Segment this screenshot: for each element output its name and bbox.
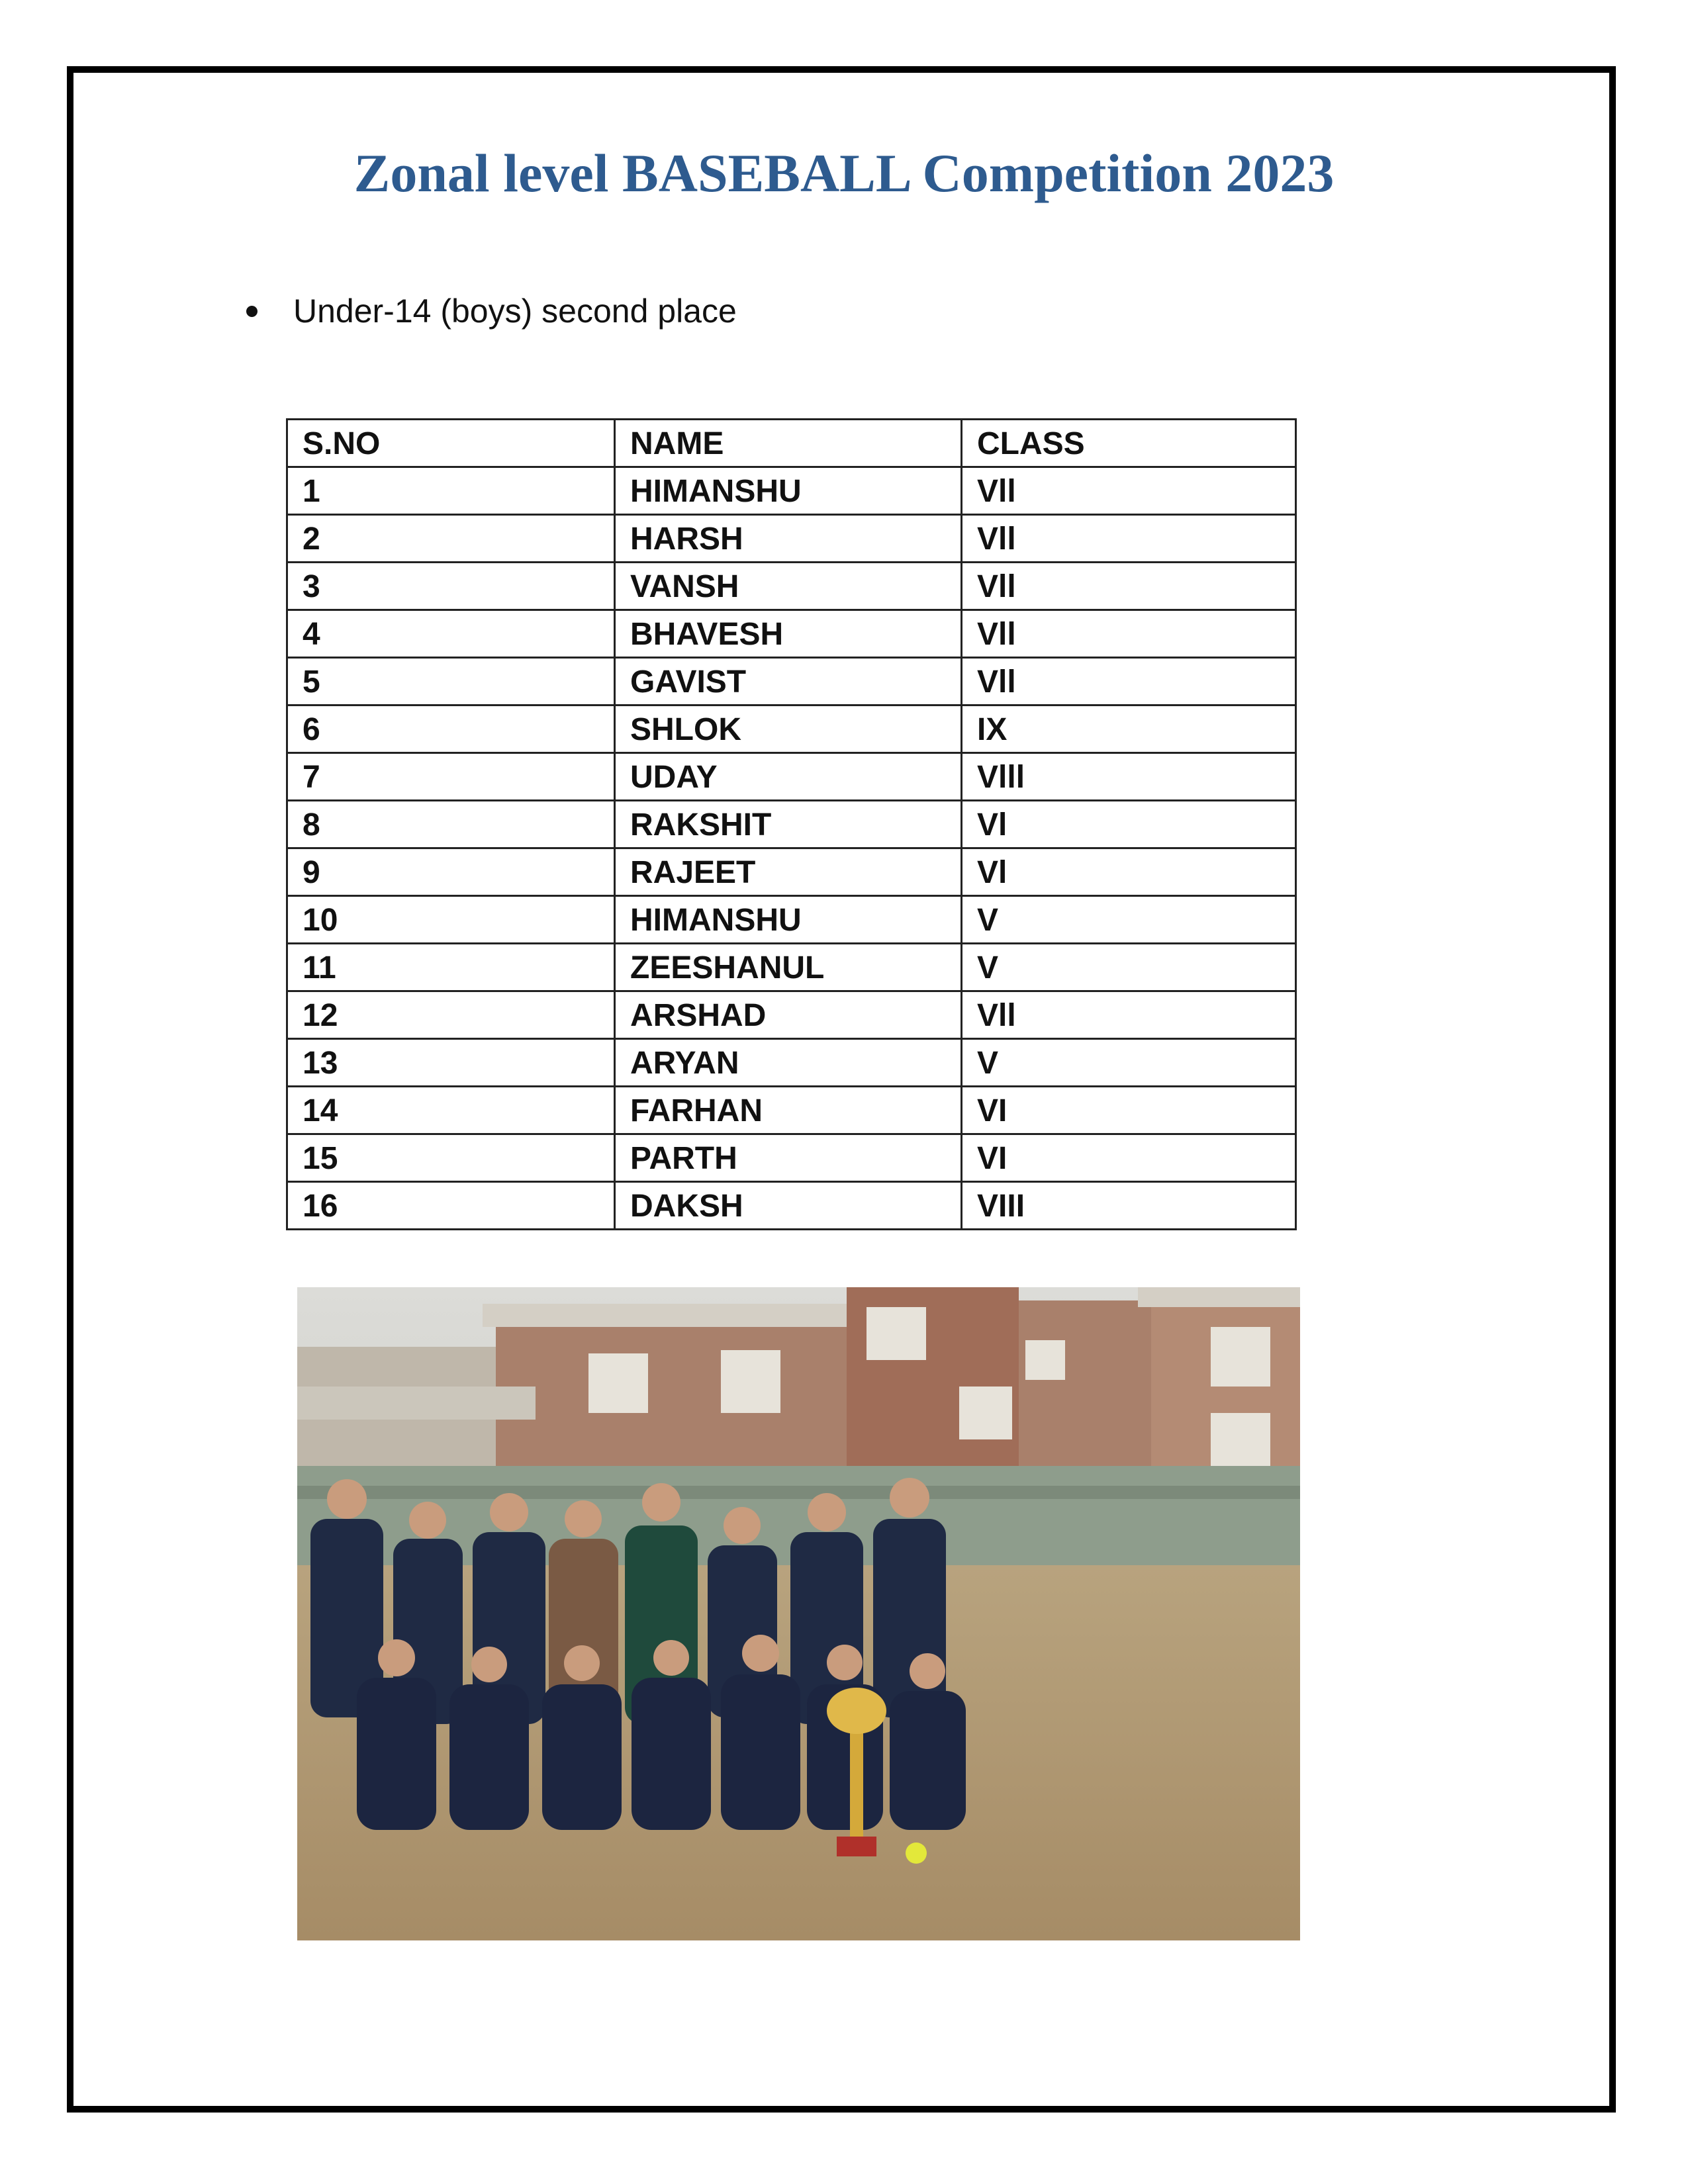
cell-name: SHLOK — [615, 705, 962, 753]
cell-name: GAVIST — [615, 658, 962, 705]
bullet-item — [246, 288, 737, 334]
table-row — [287, 610, 1296, 658]
cell-sno: 6 — [287, 705, 615, 753]
cell-class: Vl — [962, 801, 1296, 848]
cell-name: HIMANSHU — [615, 896, 962, 944]
cell-name: UDAY — [615, 753, 962, 801]
table-row — [287, 1087, 1296, 1134]
bullet-text: Under-14 (boys) second place — [293, 293, 737, 330]
cell-class: Vll — [962, 658, 1296, 705]
table-row — [287, 801, 1296, 848]
cell-sno: 1 — [287, 467, 615, 515]
header-name: NAME — [615, 420, 962, 467]
table-row — [287, 467, 1296, 515]
roster-table — [286, 418, 1297, 1230]
cell-class: V — [962, 944, 1296, 991]
table-row — [287, 1039, 1296, 1087]
cell-sno: 12 — [287, 991, 615, 1039]
bullet-icon — [246, 306, 258, 317]
cell-class: Vl — [962, 848, 1296, 896]
cell-class: Vlll — [962, 753, 1296, 801]
cell-name: PARTH — [615, 1134, 962, 1182]
cell-name: RAJEET — [615, 848, 962, 896]
cell-sno: 7 — [287, 753, 615, 801]
cell-sno: 2 — [287, 515, 615, 563]
cell-sno: 8 — [287, 801, 615, 848]
cell-name: DAKSH — [615, 1182, 962, 1230]
cell-sno: 10 — [287, 896, 615, 944]
cell-class: Vll — [962, 563, 1296, 610]
table-row — [287, 896, 1296, 944]
cell-sno: 3 — [287, 563, 615, 610]
page-title: Zonal level BASEBALL Competition 2023 — [353, 143, 1335, 203]
table-row — [287, 944, 1296, 991]
table-row — [287, 515, 1296, 563]
cell-sno: 4 — [287, 610, 615, 658]
cell-name: ZEESHANUL — [615, 944, 962, 991]
cell-sno: 13 — [287, 1039, 615, 1087]
cell-class: V — [962, 1039, 1296, 1087]
cell-name: VANSH — [615, 563, 962, 610]
cell-class: Vll — [962, 991, 1296, 1039]
cell-sno: 5 — [287, 658, 615, 705]
table-row — [287, 1134, 1296, 1182]
cell-name: FARHAN — [615, 1087, 962, 1134]
cell-class: VIII — [962, 1182, 1296, 1230]
table-body — [287, 467, 1296, 1230]
table-row — [287, 753, 1296, 801]
cell-sno: 11 — [287, 944, 615, 991]
cell-name: ARSHAD — [615, 991, 962, 1039]
cell-name: RAKSHIT — [615, 801, 962, 848]
cell-class: Vll — [962, 467, 1296, 515]
table-header-row — [287, 420, 1296, 467]
cell-class: VI — [962, 1134, 1296, 1182]
cell-sno: 16 — [287, 1182, 615, 1230]
cell-name: ARYAN — [615, 1039, 962, 1087]
table-row — [287, 848, 1296, 896]
cell-sno: 9 — [287, 848, 615, 896]
table-row — [287, 658, 1296, 705]
cell-class: IX — [962, 705, 1296, 753]
cell-name: HIMANSHU — [615, 467, 962, 515]
header-class: CLASS — [962, 420, 1296, 467]
cell-class: Vll — [962, 515, 1296, 563]
table-row — [287, 705, 1296, 753]
cell-class: VI — [962, 1087, 1296, 1134]
cell-sno: 14 — [287, 1087, 615, 1134]
cell-class: Vll — [962, 610, 1296, 658]
team-photo — [297, 1287, 1300, 1940]
table-row — [287, 991, 1296, 1039]
cell-name: BHAVESH — [615, 610, 962, 658]
table-row — [287, 1182, 1296, 1230]
cell-class: V — [962, 896, 1296, 944]
cell-sno: 15 — [287, 1134, 615, 1182]
table-row — [287, 563, 1296, 610]
header-sno: S.NO — [287, 420, 615, 467]
cell-name: HARSH — [615, 515, 962, 563]
